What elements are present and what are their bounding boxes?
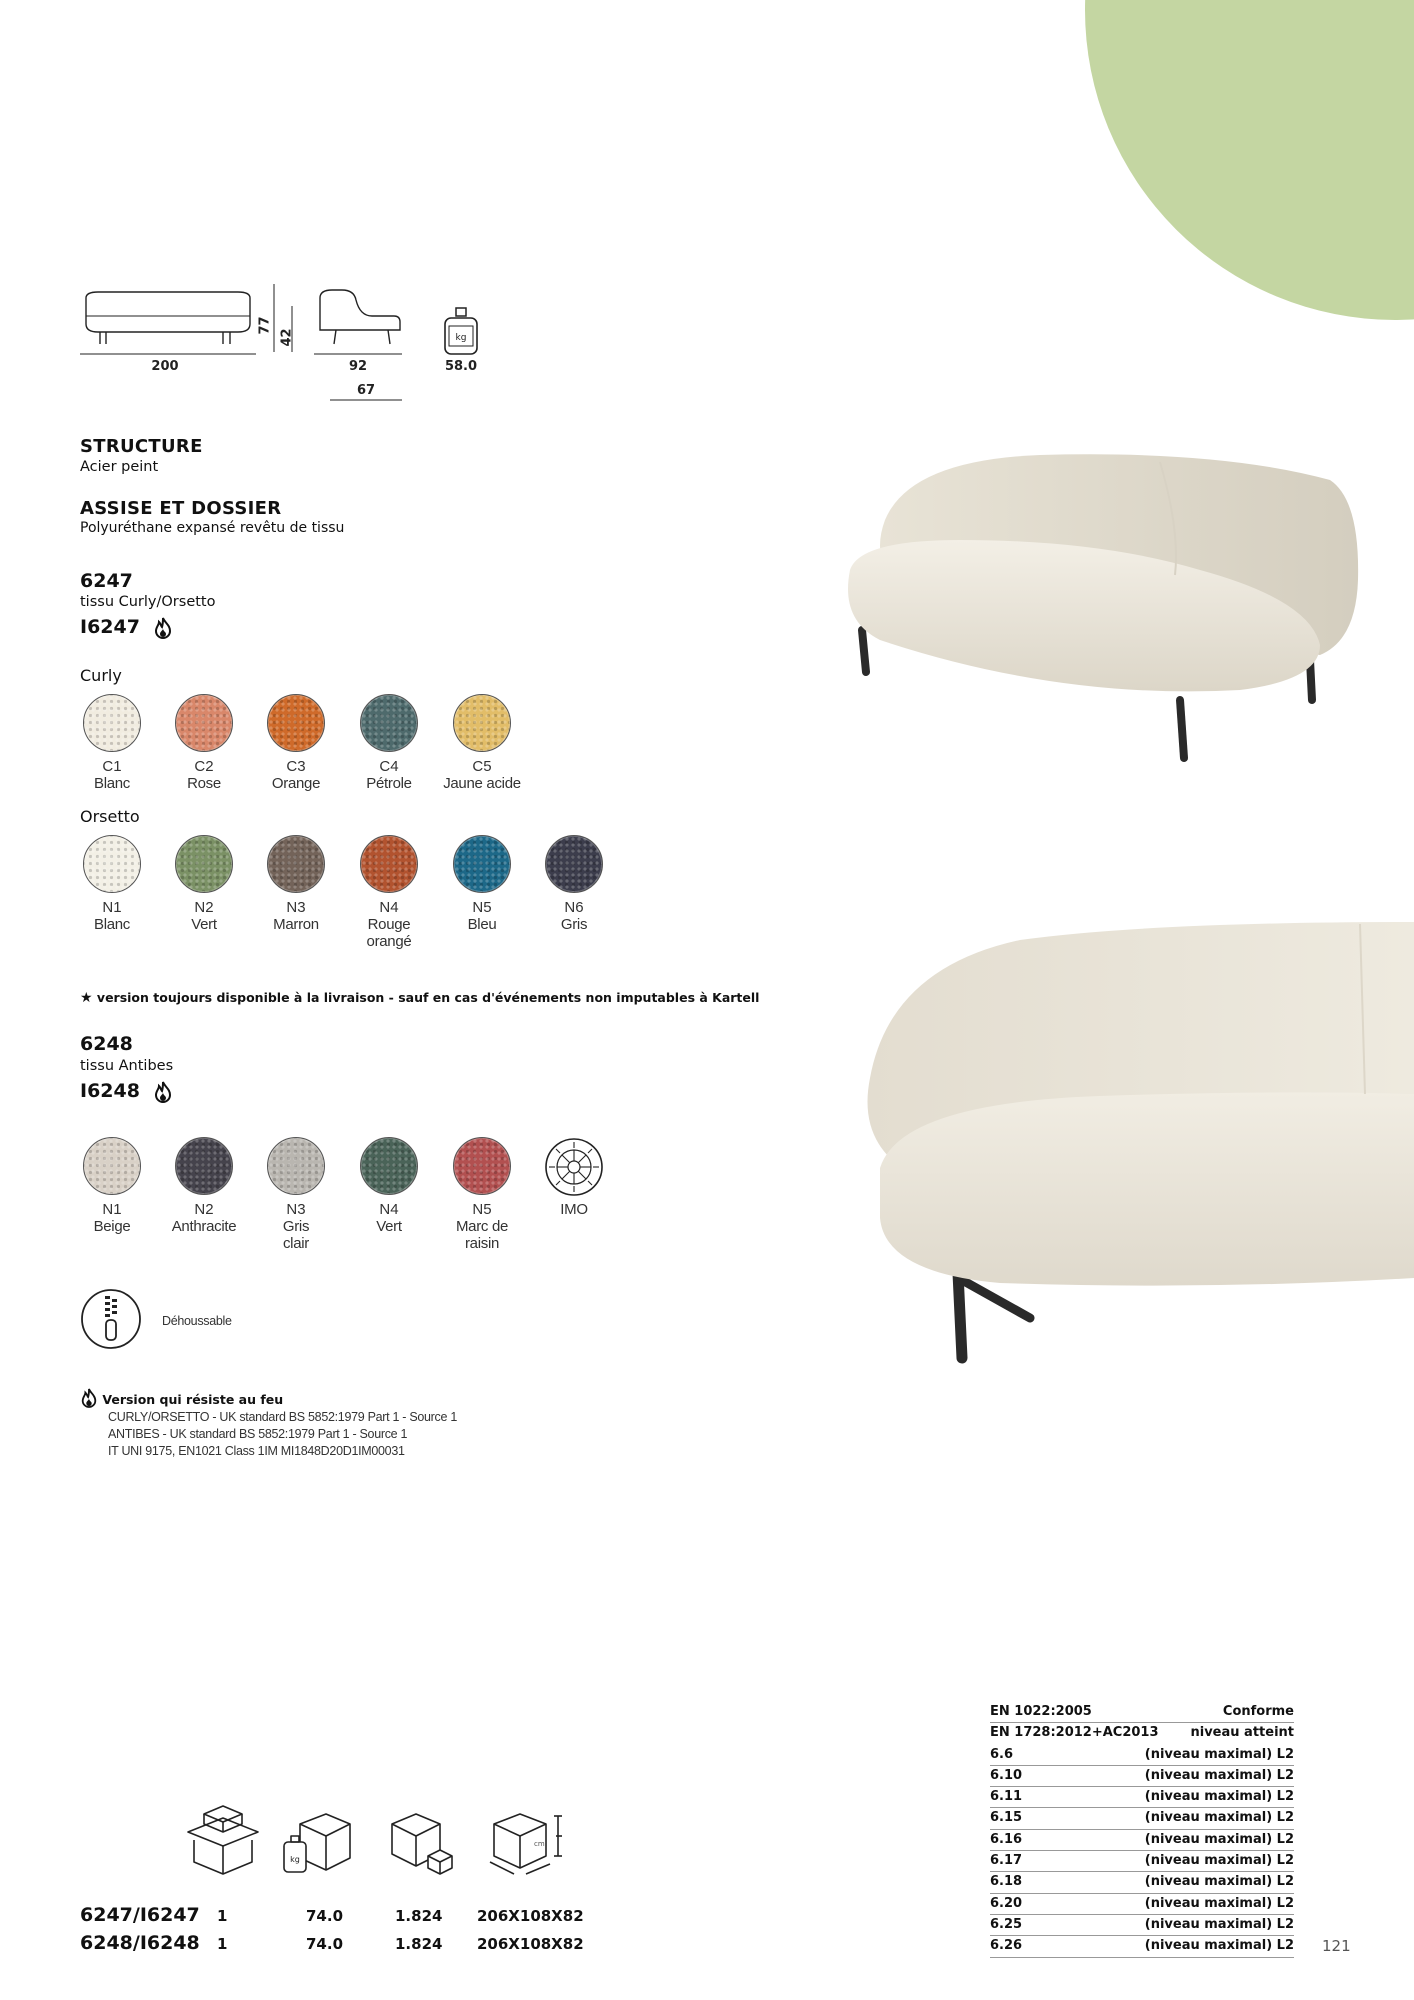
swatch-color xyxy=(267,694,325,752)
swatch-color xyxy=(453,694,511,752)
swatch-code: N2 xyxy=(194,1201,214,1218)
package-weight-icon xyxy=(278,1812,354,1878)
swatch-orsetto-n4[interactable] xyxy=(341,835,437,950)
swatch-antibes-n4[interactable] xyxy=(341,1137,437,1235)
swatch-curly-c4[interactable] xyxy=(341,694,437,792)
availability-note-text: version toujours disponible à la livraison - sauf en cas d'événements non imputables à Kartell xyxy=(96,990,760,1005)
removable-label: Déhoussable xyxy=(162,1314,232,1328)
swatch-name: Vert xyxy=(191,916,217,933)
decorative-green-circle xyxy=(1085,0,1414,320)
swatch-imo xyxy=(526,1137,622,1218)
swatch-code: N1 xyxy=(102,899,122,916)
swatch-code: N4 xyxy=(379,1201,399,1218)
swatch-color xyxy=(175,1137,233,1195)
swatch-name: Beige xyxy=(93,1218,131,1235)
table-row xyxy=(990,1872,1294,1893)
swatch-color xyxy=(267,835,325,893)
dim-depth-seat-label: 67 xyxy=(356,383,376,398)
row-value: Conforme xyxy=(1222,1704,1294,1719)
fire-version-line-3: IT UNI 9175, EN1021 Class 1IM MI1848D20D1IM00031 xyxy=(108,1444,405,1458)
pack-weight: 74.0 xyxy=(306,1935,344,1953)
swatch-curly-c5[interactable] xyxy=(434,694,530,792)
sofa-photo-angled xyxy=(840,440,1380,770)
row-label: 6.20 xyxy=(990,1895,1023,1911)
swatch-orsetto-n1[interactable] xyxy=(64,835,160,933)
swatch-code: N2 xyxy=(194,899,214,916)
fire-version-title xyxy=(80,1388,283,1408)
table-row xyxy=(990,1915,1294,1936)
swatch-color xyxy=(175,694,233,752)
swatch-color xyxy=(83,694,141,752)
table-row xyxy=(990,1787,1294,1808)
swatch-curly-c2[interactable] xyxy=(156,694,252,792)
swatch-code: N3 xyxy=(286,1201,306,1218)
table-row xyxy=(990,1766,1294,1787)
product-6247-fabric: tissu Curly/Orsetto xyxy=(80,594,216,610)
star-icon: ★ xyxy=(80,990,93,1006)
row-label: 6.18 xyxy=(990,1874,1023,1890)
package-size-icon xyxy=(484,1808,580,1882)
swatch-name: Marron xyxy=(273,916,319,933)
svg-text:cm: cm xyxy=(534,1840,545,1848)
dim-width-label: 200 xyxy=(151,359,179,374)
pack-code: 6247/I6247 xyxy=(80,1904,200,1926)
swatch-name: Gris clair xyxy=(282,1218,310,1252)
table-row xyxy=(990,1702,1294,1723)
product-6247-fire-code xyxy=(80,616,173,639)
curly-group-label: Curly xyxy=(80,666,122,685)
fire-version-line-1: CURLY/ORSETTO - UK standard BS 5852:1979 Part 1 - Source 1 xyxy=(108,1410,457,1424)
row-value: (niveau maximal) L2 xyxy=(1144,1831,1294,1847)
sofa-side-view-drawing xyxy=(312,286,404,356)
svg-text:kg: kg xyxy=(290,1855,300,1864)
swatch-color xyxy=(83,1137,141,1195)
row-value: (niveau maximal) L2 xyxy=(1144,1938,1294,1954)
dim-depth-seat-line xyxy=(330,398,402,402)
row-label: 6.15 xyxy=(990,1810,1023,1826)
swatch-name: Vert xyxy=(376,1218,402,1235)
row-label: 6.10 xyxy=(990,1767,1023,1783)
table-row xyxy=(990,1936,1294,1957)
pack-volume: 1.824 xyxy=(395,1907,443,1925)
product-6248-code: 6248 xyxy=(80,1033,133,1055)
row-label: EN 1728:2012+AC2013 xyxy=(990,1725,1159,1741)
row-label: 6.11 xyxy=(990,1789,1023,1805)
swatch-name: Gris xyxy=(560,916,588,933)
pack-qty: 1 xyxy=(217,1907,228,1925)
svg-text:kg: kg xyxy=(455,333,467,343)
row-value: niveau atteint xyxy=(1190,1725,1294,1741)
swatch-color xyxy=(453,1137,511,1195)
pack-volume: 1.824 xyxy=(395,1935,443,1953)
row-value: (niveau maximal) L2 xyxy=(1144,1746,1294,1762)
flame-icon xyxy=(153,617,173,639)
swatch-curly-c3[interactable] xyxy=(248,694,344,792)
swatch-name: Blanc xyxy=(93,916,131,933)
structure-title: STRUCTURE xyxy=(80,436,203,457)
swatch-code: N5 xyxy=(472,899,492,916)
orsetto-group-label: Orsetto xyxy=(80,807,140,826)
swatch-code: N6 xyxy=(564,899,584,916)
weight-value: 58.0 xyxy=(444,359,478,374)
swatch-code: C3 xyxy=(286,758,306,775)
swatch-antibes-n5[interactable] xyxy=(434,1137,530,1252)
pack-size: 206X108X82 xyxy=(477,1935,584,1953)
swatch-code: C4 xyxy=(379,758,399,775)
package-volume-icon xyxy=(386,1810,456,1878)
fire-code-text: I6247 xyxy=(80,616,140,638)
row-label: 6.6 xyxy=(990,1746,1014,1762)
product-6247-code: 6247 xyxy=(80,570,133,592)
dim-height-total-label: 77 xyxy=(257,316,273,335)
swatch-color xyxy=(453,835,511,893)
flame-icon xyxy=(80,1388,98,1408)
row-label: 6.26 xyxy=(990,1938,1023,1954)
swatch-code: N5 xyxy=(472,1201,492,1218)
swatch-code: N3 xyxy=(286,899,306,916)
swatch-antibes-n3[interactable] xyxy=(248,1137,344,1252)
swatch-color xyxy=(83,835,141,893)
zipper-icon xyxy=(80,1288,142,1350)
row-value: (niveau maximal) L2 xyxy=(1144,1810,1294,1826)
swatch-name: Orange xyxy=(271,775,321,792)
swatch-name: Bleu xyxy=(467,916,497,933)
row-label: 6.17 xyxy=(990,1853,1023,1869)
swatch-color xyxy=(545,835,603,893)
product-6248-fire-code xyxy=(80,1080,173,1103)
row-value: (niveau maximal) L2 xyxy=(1144,1853,1294,1869)
fire-version-title-text: Version qui résiste au feu xyxy=(102,1392,284,1407)
swatch-color xyxy=(360,835,418,893)
swatch-color xyxy=(267,1137,325,1195)
row-value: (niveau maximal) L2 xyxy=(1144,1916,1294,1932)
row-label: 6.25 xyxy=(990,1916,1023,1932)
swatch-orsetto-n6[interactable] xyxy=(526,835,622,933)
swatch-orsetto-n5[interactable] xyxy=(434,835,530,933)
swatch-name: Rose xyxy=(187,775,221,792)
swatch-name: Pétrole xyxy=(366,775,412,792)
swatch-color xyxy=(360,1137,418,1195)
seat-title: ASSISE ET DOSSIER xyxy=(80,498,282,519)
swatch-orsetto-n2[interactable] xyxy=(156,835,252,933)
row-value: (niveau maximal) L2 xyxy=(1144,1874,1294,1890)
availability-note xyxy=(80,990,759,1006)
table-row xyxy=(990,1851,1294,1872)
swatch-name: Marc de raisin xyxy=(455,1218,509,1252)
product-6248-fabric: tissu Antibes xyxy=(80,1058,174,1074)
weight-icon xyxy=(442,306,480,358)
table-row xyxy=(990,1723,1294,1744)
seat-value: Polyuréthane expansé revêtu de tissu xyxy=(80,520,345,536)
fire-code-text: I6248 xyxy=(80,1080,140,1102)
package-quantity-icon xyxy=(180,1802,266,1878)
standards-table xyxy=(990,1702,1294,1958)
swatch-code: C2 xyxy=(194,758,214,775)
table-row xyxy=(990,1830,1294,1851)
swatch-code: N1 xyxy=(102,1201,122,1218)
pack-size: 206X108X82 xyxy=(477,1907,584,1925)
swatch-antibes-n1[interactable] xyxy=(64,1137,160,1235)
swatch-code: C1 xyxy=(102,758,122,775)
swatch-name: IMO xyxy=(560,1201,588,1218)
pack-code: 6248/I6248 xyxy=(80,1932,200,1954)
pack-weight: 74.0 xyxy=(306,1907,344,1925)
table-row xyxy=(990,1745,1294,1766)
table-row xyxy=(990,1808,1294,1829)
swatch-code: C5 xyxy=(472,758,492,775)
swatch-name: Blanc xyxy=(93,775,131,792)
table-row xyxy=(990,1894,1294,1915)
sofa-photo-closeup xyxy=(850,918,1414,1368)
swatch-color xyxy=(360,694,418,752)
row-value: (niveau maximal) L2 xyxy=(1144,1895,1294,1911)
row-value: (niveau maximal) L2 xyxy=(1144,1767,1294,1783)
swatch-antibes-n2[interactable] xyxy=(156,1137,252,1235)
row-value: (niveau maximal) L2 xyxy=(1144,1789,1294,1805)
swatch-orsetto-n3[interactable] xyxy=(248,835,344,933)
pack-qty: 1 xyxy=(217,1935,228,1953)
swatch-curly-c1[interactable] xyxy=(64,694,160,792)
imo-wheel-icon xyxy=(544,1137,604,1197)
row-label: 6.16 xyxy=(990,1831,1023,1847)
swatch-name: Anthracite xyxy=(171,1218,237,1235)
swatch-name: Rouge orangé xyxy=(366,916,412,950)
row-label: EN 1022:2005 xyxy=(990,1704,1092,1719)
page-number: 121 xyxy=(1322,1937,1351,1955)
swatch-name: Jaune acide xyxy=(443,775,521,792)
flame-icon xyxy=(153,1081,173,1103)
fire-version-line-2: ANTIBES - UK standard BS 5852:1979 Part 1 - Source 1 xyxy=(108,1427,408,1441)
sofa-front-view-drawing xyxy=(78,288,258,358)
dim-height-seat-label: 42 xyxy=(279,328,295,347)
dim-depth-total-label: 92 xyxy=(348,359,368,374)
swatch-color xyxy=(175,835,233,893)
structure-value: Acier peint xyxy=(80,459,159,475)
swatch-code: N4 xyxy=(379,899,399,916)
